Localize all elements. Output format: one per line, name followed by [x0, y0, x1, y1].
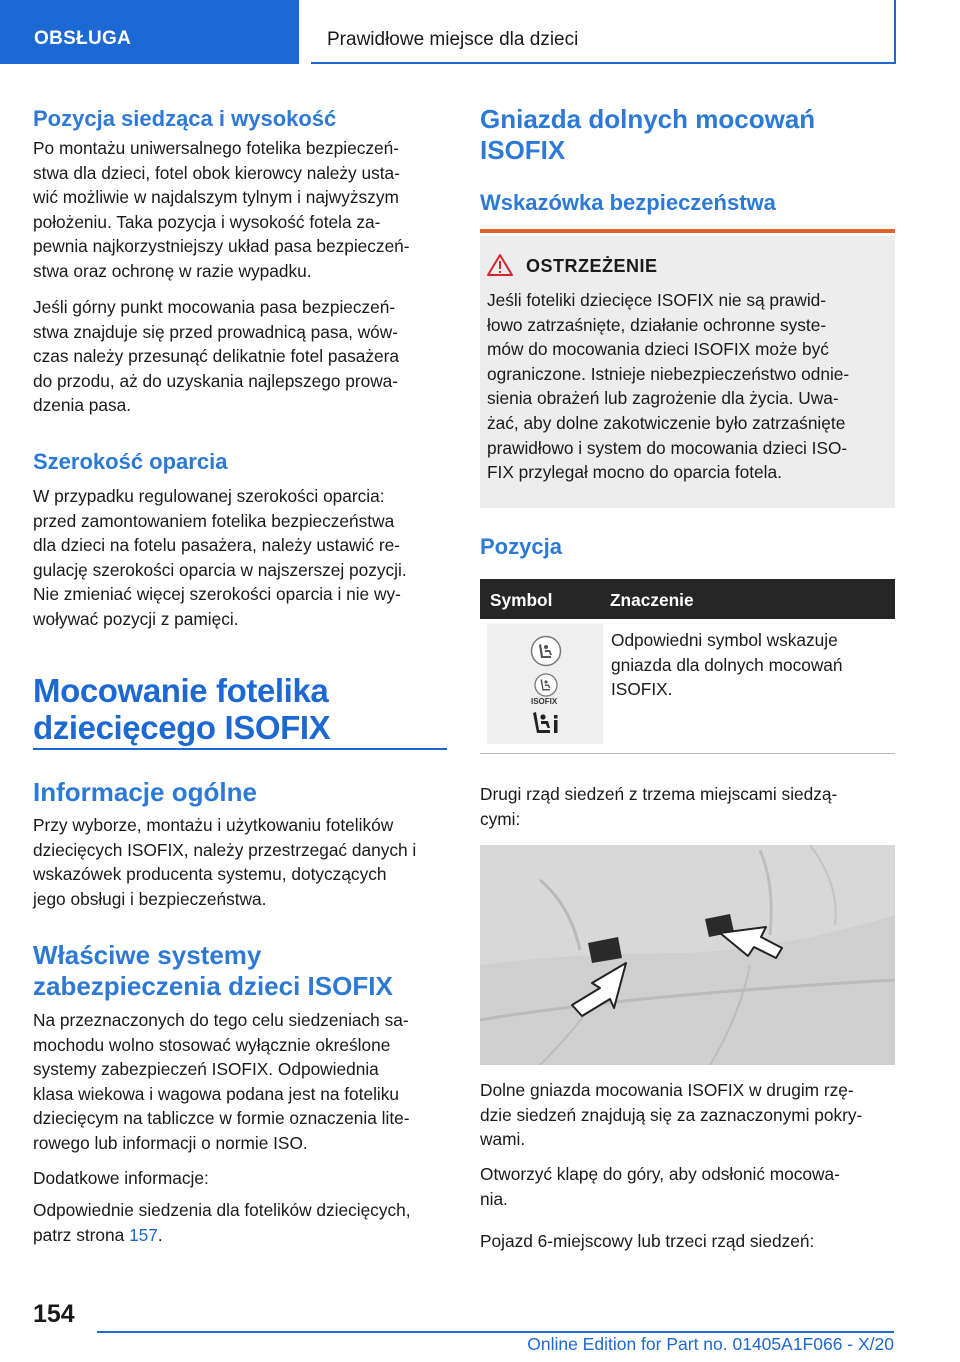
text-line: Przy wyborze, montażu i użytkowaniu fotelików	[33, 815, 394, 835]
text-line: stwa dla dzieci, fotel obok kierowcy należy usta‐	[33, 162, 400, 183]
table-header	[480, 579, 895, 619]
heading-informacje-ogolne: Informacje ogólne	[33, 777, 257, 807]
heading-pozycja: Pozycja	[480, 534, 562, 559]
text-line: do przodu, aż do uzyskania najlepszego prowa‐	[33, 370, 399, 391]
text-line: cymi:	[480, 808, 521, 829]
text-line: woływać pozycji z pamięci.	[33, 608, 239, 629]
text-line: sienia obrażeń lub zagrożenie dla życia. Uwa‐	[487, 388, 839, 409]
heading-line: zabezpieczenia dzieci ISOFIX	[33, 971, 393, 1001]
text-line	[33, 1223, 453, 1248]
heading-line: dziecięcego ISOFIX	[33, 709, 331, 746]
isofix-anchor-photo	[480, 845, 895, 1065]
heading-pozycja-siedzaca: Pozycja siedząca i wysokość	[33, 106, 337, 131]
text-line: ograniczone. Istnieje niebezpieczeństwo odnie‐	[487, 363, 850, 384]
paragraph-drugi-rzad	[480, 782, 900, 831]
paragraph-dodatkowe: Dodatkowe informacje:	[33, 1168, 209, 1188]
paragraph-pojazd: Pojazd 6-miejscowy lub trzeci rząd siedzeń:	[480, 1231, 815, 1251]
text-line: Na przeznaczonych do tego celu siedzeniach sa‐	[33, 1010, 409, 1030]
heading-wskazowka: Wskazówka bezpieczeństwa	[480, 190, 776, 215]
section-title: OBSŁUGA	[34, 28, 132, 49]
text-line: systemy zabezpieczeń ISOFIX. Odpowiednia	[33, 1059, 379, 1080]
text-line: czas należy przesunąć delikatnie fotel pasażera	[33, 346, 399, 367]
heading-szerokosc-oparcia: Szerokość oparcia	[33, 449, 228, 474]
text-fragment: patrz strona	[33, 1224, 130, 1245]
text-line: Odpowiednie siedzenia dla fotelików dziecięcych,	[33, 1200, 411, 1220]
chapter-heading-isofix	[33, 672, 330, 746]
paragraph-otworzyc	[480, 1162, 900, 1211]
text-line: wskazówek producenta systemu, dotyczących	[33, 864, 387, 885]
paragraph-informacje	[33, 813, 453, 911]
warning-top-rule	[480, 229, 895, 233]
heading-line: Mocowanie fotelika	[33, 672, 329, 709]
text-line: Dolne gniazda mocowania ISOFIX w drugim rzę‐	[480, 1080, 854, 1100]
paragraph-odpowiednie	[33, 1198, 453, 1247]
text-line: klasa wiekowa i wagowa podana jest na foteliku	[33, 1083, 400, 1104]
text-line: W przypadku regulowanej szerokości oparcia:	[33, 486, 385, 506]
heading-line: Właściwe systemy	[33, 940, 262, 970]
paragraph-gorny-punkt	[33, 295, 453, 418]
text-line: stwa znajduje się przed prowadnicą pasa, wów‐	[33, 321, 399, 342]
paragraph-szerokosc	[33, 484, 453, 632]
footer-rule	[97, 1331, 894, 1333]
isofix-seat-icon	[530, 635, 562, 667]
text-line: Jeśli górny punkt mocowania pasa bezpieczeń‐	[33, 297, 396, 317]
text-line: dla dzieci na fotelu pasażera, należy ustawić re‐	[33, 535, 400, 556]
text-line: Po montażu uniwersalnego fotelika bezpieczeń‐	[33, 138, 400, 158]
chapter-divider	[33, 748, 447, 750]
meaning-cell	[611, 628, 891, 702]
topic-title: Prawidłowe miejsce dla dzieci	[327, 29, 579, 50]
table-bottom-rule	[480, 753, 895, 754]
paragraph-systemy	[33, 1008, 453, 1156]
warning-title: OSTRZEŻENIE	[526, 256, 658, 276]
text-line: położeniu. Taka pozycja i wysokość fotela za‐	[33, 211, 381, 232]
page-reference-link[interactable]: 157	[129, 1224, 158, 1245]
text-line: Drugi rząd siedzeń z trzema miejscami siedzą‐	[480, 784, 838, 804]
heading-line: Gniazda dolnych mocowań	[480, 104, 816, 134]
isofix-info-icon	[530, 708, 562, 738]
text-line: ISOFIX.	[611, 679, 673, 700]
text-line: dzenia pasa.	[33, 395, 132, 416]
text-line: stwa oraz ochronę w razie wypadku.	[33, 260, 312, 281]
warning-text	[487, 288, 892, 485]
text-line: pewnia najkorzystniejszy układ pasa bezpieczeń‐	[33, 236, 410, 257]
heading-wlasciwe-systemy	[33, 940, 393, 1002]
text-line: Otworzyć klapę do góry, aby odsłonić mocowa‐	[480, 1164, 840, 1184]
heading-line: ISOFIX	[480, 135, 566, 165]
text-line: mów do mocowania dzieci ISOFIX może być	[487, 339, 829, 360]
text-line: gniazda dla dolnych mocowań	[611, 654, 843, 675]
isofix-icon-label: ISOFIX	[531, 697, 558, 706]
text-line: dziecięcych ISOFIX, należy przestrzegać danych i	[33, 839, 417, 860]
section-tab	[0, 0, 299, 64]
heading-gniazda-isofix	[480, 104, 815, 166]
column-header-symbol: Symbol	[490, 590, 553, 610]
text-line: przed zamontowaniem fotelika bezpieczeństwa	[33, 510, 395, 531]
footer-edition: Online Edition for Part no. 01405A1F066 - X/20	[527, 1334, 894, 1354]
text-line: dziecięcym na tabliczce w formie oznaczenia lite‐	[33, 1108, 410, 1129]
text-line: mochodu wolno stosować wyłącznie określone	[33, 1034, 391, 1055]
text-line: łowo zatrzaśnięte, działanie ochronne syste‐	[487, 314, 827, 335]
text-line: wić możliwie w najdalszym tylnym i najwyższym	[33, 187, 399, 208]
text-line: Nie zmieniać więcej szerokości oparcia i nie wy‐	[33, 584, 401, 605]
text-line: żać, aby dolne zakotwiczenie było zatrzaśnięte	[487, 412, 846, 433]
text-line: nia.	[480, 1188, 508, 1209]
page-number: 154	[33, 1300, 75, 1328]
text-line: dzie siedzeń znajdują się za zaznaczonymi pokry‐	[480, 1104, 863, 1125]
text-line: gulację szerokości oparcia w najszerszej pozycji.	[33, 559, 407, 580]
text-line: wami.	[480, 1129, 526, 1150]
text-line: prawidłowo i system do mocowania dzieci ISO‐	[487, 437, 848, 458]
text-fragment: .	[157, 1224, 163, 1245]
text-line: Jeśli foteliki dziecięce ISOFIX nie są prawid‐	[487, 290, 827, 310]
paragraph-dolne-gniazda	[480, 1078, 900, 1152]
warning-triangle-icon	[487, 254, 513, 276]
column-header-znaczenie: Znaczenie	[610, 590, 694, 610]
text-line: rowego lub informacji o normie ISO.	[33, 1132, 308, 1153]
text-line: jego obsługi i bezpieczeństwa.	[33, 888, 267, 909]
text-line: FIX przylegał mocno do oparcia fotela.	[487, 462, 782, 483]
text-line: Odpowiedni symbol wskazuje	[611, 630, 838, 650]
paragraph-montaz	[33, 136, 453, 284]
topic-tab	[311, 0, 896, 64]
